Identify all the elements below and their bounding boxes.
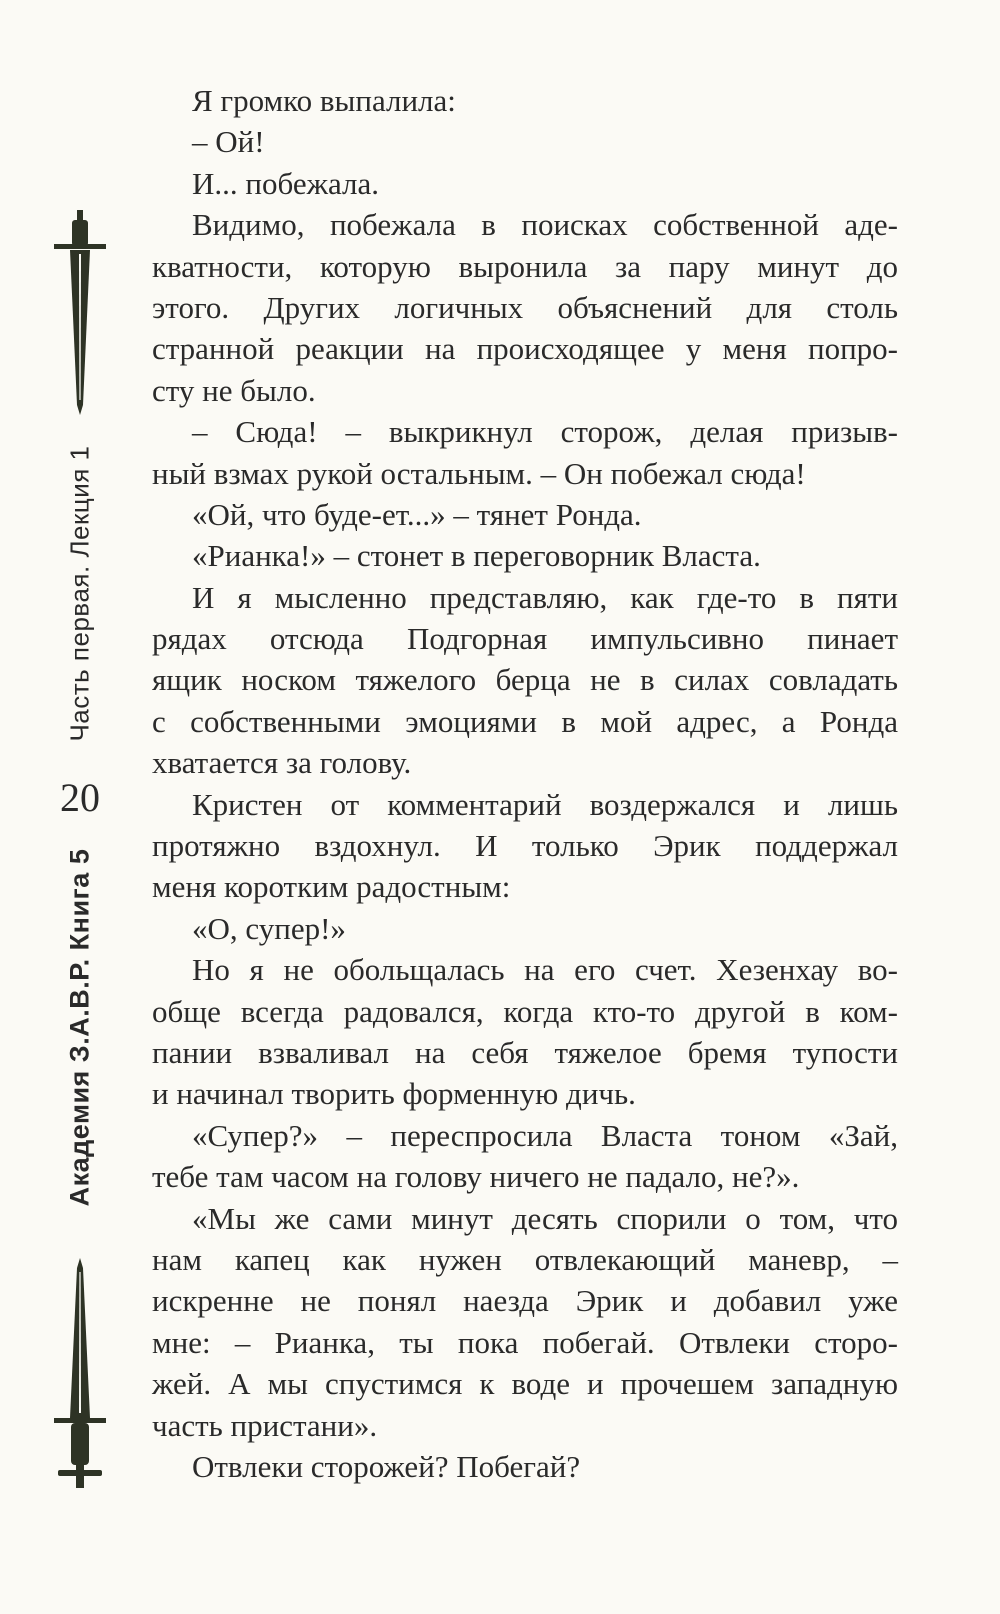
text-line: Отвлеки сторожей? Побегай? — [192, 1448, 581, 1484]
text-line: Кристен от комментарий воздержался и лишь — [192, 786, 898, 822]
text-line: и начинал творить форменную дичь. — [152, 1076, 636, 1112]
text-line: «Мы же сами минут десять спорили о том, что — [192, 1200, 898, 1236]
part-chapter-label: Часть первая. Лекция 1 — [64, 445, 95, 742]
text-line: хватается за голову. — [152, 745, 412, 781]
text-line: нам капец как нужен отвлекающий маневр, – — [152, 1241, 898, 1277]
text-line: пании взваливал на себя тяжелое бремя тупости — [152, 1034, 898, 1070]
text-line: рядах отсюда Подгорная импульсивно пинает — [152, 621, 898, 657]
text-line: – Сюда! – выкрикнул сторож, делая призыв- — [192, 414, 898, 450]
text-line: – Ой! — [192, 124, 265, 160]
text-line: Видимо, побежала в поисках собственной аде- — [192, 207, 898, 243]
left-margin — [40, 0, 120, 1614]
text-line: протяжно вздохнул. И только Эрик поддержал — [152, 828, 898, 864]
book-title-label: Академия З.А.В.Р. Книга 5 — [64, 848, 95, 1207]
dagger-icon — [52, 1258, 108, 1488]
text-line: мне: – Рианка, ты пока побегай. Отвлеки сторо- — [152, 1324, 898, 1360]
text-line: тебе там часом на голову ничего не падало, не?». — [152, 1159, 800, 1195]
text-line: часть пристани». — [152, 1407, 378, 1443]
text-line: с собственными эмоциями в мой адрес, а Ронда — [152, 703, 898, 739]
text-line: жей. А мы спустимся к воде и прочешем западную — [152, 1366, 898, 1402]
text-line: И... побежала. — [192, 165, 380, 201]
text-line: этого. Других логичных объяснений для столь — [152, 289, 898, 325]
text-line: Но я не обольщалась на его счет. Хезенхау во- — [192, 952, 898, 988]
text-line: искренне не понял наезда Эрик и добавил уже — [152, 1283, 898, 1319]
text-line: «Супер?» – переспросила Власта тоном «Зай, — [192, 1117, 898, 1153]
dagger-icon — [52, 210, 108, 415]
text-line: И я мысленно представляю, как где-то в пяти — [192, 579, 898, 615]
text-line: Я громко выпалила: — [192, 83, 456, 118]
text-line: обще всегда радовался, когда кто-то другой в ком- — [152, 993, 898, 1029]
text-line: кватности, которую выронила за пару минут до — [152, 248, 898, 284]
page-number: 20 — [60, 775, 100, 820]
body-text — [152, 80, 898, 1487]
text-line: «Ой, что буде-ет...» – тянет Ронда. — [192, 496, 642, 532]
text-line: «Рианка!» – стонет в переговорник Власта. — [192, 538, 761, 574]
text-line: «О, супер!» — [192, 910, 346, 946]
text-line: меня коротким радостным: — [152, 869, 511, 905]
text-line: сту не было. — [152, 372, 316, 408]
text-line: ный взмах рукой остальным. – Он побежал сюда! — [152, 455, 806, 491]
text-line: ящик носком тяжелого берца не в силах совладать — [152, 662, 898, 698]
text-line: странной реакции на происходящее у меня попро- — [152, 331, 898, 367]
